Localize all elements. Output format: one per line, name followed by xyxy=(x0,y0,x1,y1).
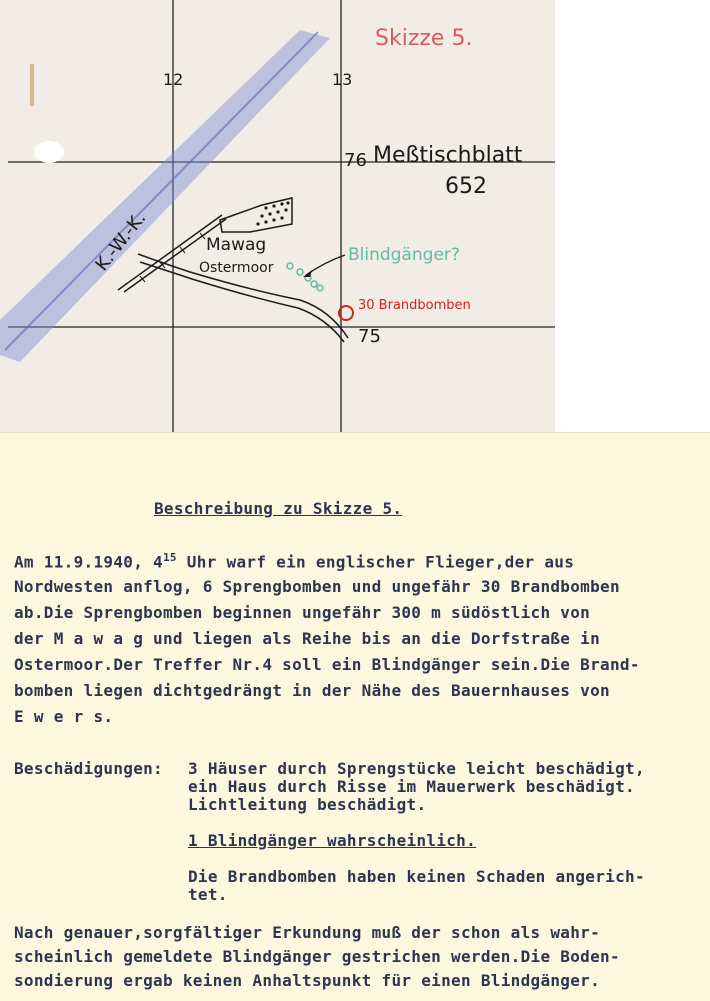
dud-label: Blindgänger? xyxy=(348,245,460,265)
para1-line2: Nordwesten anflog, 6 Sprengbomben und ungefähr 30 Brandbomben xyxy=(14,577,620,596)
place-name-mawag: Mawag xyxy=(206,235,267,255)
incendiary-line-1: Die Brandbomben haben keinen Schaden angerich- xyxy=(188,867,645,886)
para1-line7: E w e r s. xyxy=(14,707,114,726)
typed-document xyxy=(0,432,710,1001)
grid-label-75: 75 xyxy=(358,326,381,347)
map-sheet-name: Meßtischblatt xyxy=(373,143,523,168)
punch-hole xyxy=(34,141,64,163)
final-line-3: sondierung ergab keinen Anhaltspunkt für einen Blindgänger. xyxy=(14,971,601,990)
para1-line4: der M a w a g und liegen als Reihe bis an die Dorfstraße in xyxy=(14,629,601,648)
damage-line-2: ein Haus durch Risse im Mauerwerk beschädigt. xyxy=(188,777,635,796)
incendiary-line-2: tet. xyxy=(188,885,228,904)
time-superscript: 15 xyxy=(163,551,177,564)
para1-line5: Ostermoor.Der Treffer Nr.4 soll ein Blindgänger sein.Die Brand- xyxy=(14,655,640,674)
para1-line1-rest: Uhr warf ein englischer Flieger,der aus xyxy=(176,552,575,572)
grid-label-13: 13 xyxy=(332,70,353,89)
para1-line6: bomben liegen dichtgedrängt in der Nähe des Bauernhauses von xyxy=(14,681,610,700)
map-sheet-number: 652 xyxy=(445,174,487,199)
canal-edge xyxy=(5,32,318,350)
hand-drawn-sketch xyxy=(0,0,555,432)
place-name-ostermoor: Ostermoor xyxy=(199,260,274,276)
grid-label-12: 12 xyxy=(163,70,184,89)
sketch-title: Skizze 5. xyxy=(375,26,473,51)
staple-mark xyxy=(30,64,34,106)
sketch-map xyxy=(0,0,555,432)
para1-line1-text: Am 11.9.1940, 4 xyxy=(14,552,163,572)
damage-line-1: 3 Häuser durch Sprengstücke leicht beschädigt, xyxy=(188,759,645,778)
dud-probable: 1 Blindgänger wahrscheinlich. xyxy=(188,831,477,850)
incendiary-label: 30 Brandbomben xyxy=(358,298,471,313)
final-line-1: Nach genauer,sorgfältiger Erkundung muß der schon als wahr- xyxy=(14,923,601,942)
dud-arrow xyxy=(306,255,345,275)
damage-label: Beschädigungen: xyxy=(14,759,163,778)
para1-line1 xyxy=(14,551,574,571)
para1-line3: ab.Die Sprengbomben beginnen ungefähr 300 m südöstlich von xyxy=(14,603,591,622)
canal-label: K.-W.-K. xyxy=(91,207,151,276)
grid-label-76: 76 xyxy=(344,150,367,171)
final-line-2: scheinlich gemeldete Blindgänger gestrichen werden.Die Boden- xyxy=(14,947,620,966)
document-heading: Beschreibung zu Skizze 5. xyxy=(154,499,403,518)
damage-line-3: Lichtleitung beschädigt. xyxy=(188,795,427,814)
